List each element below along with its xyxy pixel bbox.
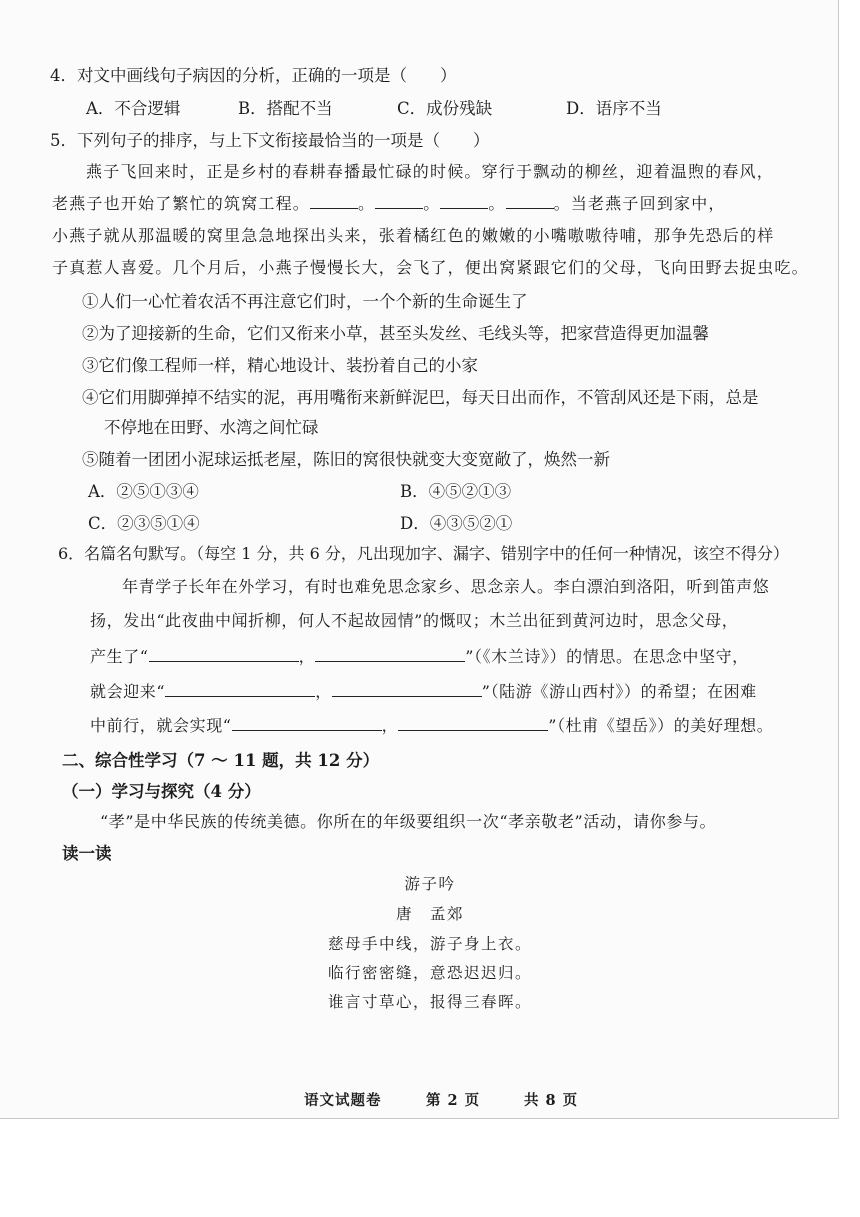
blank-1[interactable] bbox=[149, 647, 299, 662]
passage-line-4: 子真惹人喜爱。几个月后，小燕子慢慢长大，会飞了，便出窝紧跟它们的父母，飞向田野去捉虫吃。 bbox=[52, 258, 809, 277]
sentence-1: ①人们一心忙着农活不再注意它们时，一个个新的生命诞生了 bbox=[82, 292, 528, 311]
blank-4[interactable] bbox=[332, 682, 482, 697]
passage-line-1: 燕子飞回来时，正是乡村的春耕春播最忙碌的时候。穿行于飘动的柳丝，迎着温煦的春风， bbox=[86, 162, 775, 181]
sentence-5: ⑤随着一团团小泥球运抵老屋，陈旧的窝很快就变大变宽敞了，焕然一新 bbox=[82, 450, 610, 469]
q4-option-b: B．搭配不当 bbox=[238, 99, 333, 118]
sentence-4: ④它们用脚弹掉不结实的泥，再用嘴衔来新鲜泥巴，每天日出而作，不管刮风还是下雨，总是 bbox=[82, 388, 759, 407]
q6-line-4: 就会迎来“ ， ”（陆游《游山西村》）的希望；在困难 bbox=[90, 682, 757, 701]
q5-option-a: A．②⑤①③④ bbox=[88, 482, 199, 501]
question-6-stem: 6．名篇名句默写。（每空 1 分，共 6 分，凡出现加字、漏字、错别字中的任何一种情况，该空不得分） bbox=[58, 544, 789, 563]
poem-author: 唐 孟郊 bbox=[395, 905, 464, 923]
sentence-4-cont: 不停地在田野、水湾之间忙碌 bbox=[104, 418, 319, 437]
q4-option-d: D．语序不当 bbox=[566, 99, 662, 118]
poem-line-3: 谁言寸草心，报得三春晖。 bbox=[327, 993, 532, 1011]
question-5-stem: 5．下列句子的排序，与上下文衔接最恰当的一项是（ ） bbox=[50, 131, 490, 150]
q4-option-a: A．不合逻辑 bbox=[86, 99, 181, 118]
question-4-stem: 4．对文中画线句子病因的分析，正确的一项是（ ） bbox=[50, 66, 457, 85]
q6-line-5: 中前行，就会实现“ ， ”（杜甫《望岳》）的美好理想。 bbox=[90, 716, 774, 735]
blank-5[interactable] bbox=[232, 716, 382, 731]
blank-2[interactable] bbox=[315, 647, 465, 662]
section-2-title: 二、综合性学习（7 ～ 11 题，共 12 分） bbox=[62, 751, 380, 770]
q4-option-c: C．成份残缺 bbox=[397, 99, 493, 118]
poem-line-1: 慈母手中线，游子身上衣。 bbox=[327, 935, 532, 953]
activity-intro: “孝”是中华民族的传统美德。你所在的年级要组织一次“孝亲敬老”活动，请你参与。 bbox=[100, 812, 717, 831]
blank-3[interactable] bbox=[165, 682, 315, 697]
sentence-3: ③它们像工程师一样，精心地设计、装扮着自己的小家 bbox=[82, 356, 478, 375]
subsection-1-title: （一）学习与探究（4 分） bbox=[62, 782, 261, 801]
q6-line-1: 年青学子长年在外学习，有时也难免思念家乡、思念亲人。李白漂泊到洛阳，听到笛声悠 bbox=[122, 577, 770, 596]
footer-exam-name: 语文试题卷 bbox=[304, 1092, 382, 1109]
q5-option-d: D．④③⑤②① bbox=[400, 514, 513, 533]
footer-total: 共 8 页 bbox=[524, 1092, 579, 1109]
sentence-2: ②为了迎接新的生命，它们又衔来小草，甚至头发丝、毛线头等，把家营造得更加温馨 bbox=[82, 324, 709, 343]
poem-line-2: 临行密密缝，意恐迟迟归。 bbox=[327, 964, 532, 982]
q5-option-c: C．②③⑤①④ bbox=[88, 514, 200, 533]
footer-page: 第 2 页 bbox=[426, 1092, 481, 1109]
q6-line-2: 扬，发出“此夜曲中闻折柳，何人不起故园情”的慨叹；木兰出征到黄河边时，思念父母， bbox=[90, 611, 739, 630]
blank-6[interactable] bbox=[398, 716, 548, 731]
question-4 bbox=[50, 62, 457, 86]
read-heading: 读一读 bbox=[62, 844, 112, 863]
q6-line-3: 产生了“ ， ”（《木兰诗》）的情思。在思念中坚守， bbox=[90, 647, 749, 666]
passage-line-3: 小燕子就从那温暖的窝里急急地探出头来，张着橘红色的嫩嫩的小嘴嗷嗷待哺，那争先恐后的样 bbox=[52, 226, 775, 245]
q5-option-b: B．④⑤②①③ bbox=[400, 482, 512, 501]
poem-title: 游子吟 bbox=[404, 875, 456, 893]
passage-line-2: 老燕子也开始了繁忙的筑窝工程。 。 。 。 。当老燕子回到家中， bbox=[52, 194, 726, 213]
